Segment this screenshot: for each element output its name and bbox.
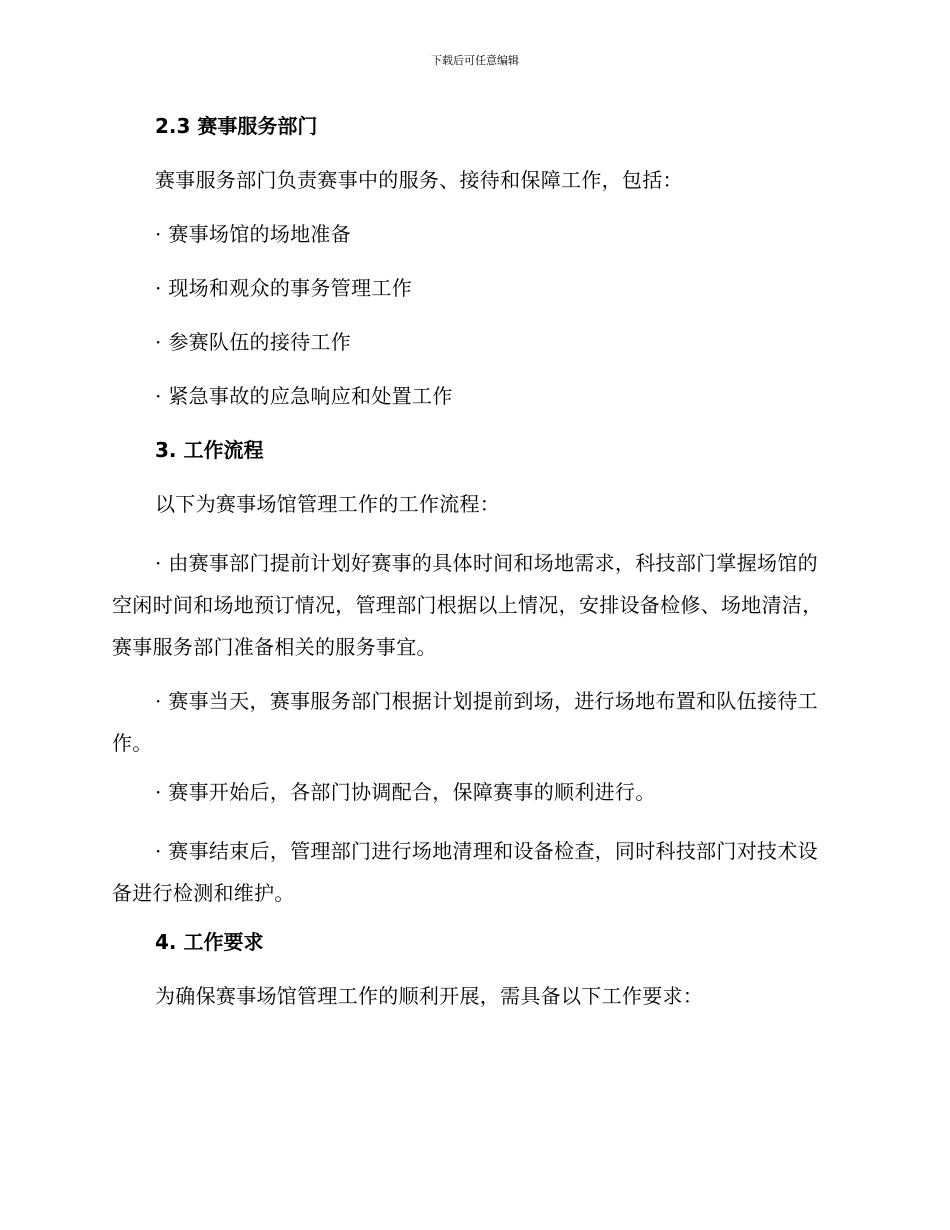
section-heading-3: 3. 工作流程 <box>155 438 264 462</box>
section-heading-2-3: 2.3 赛事服务部门 <box>155 114 318 138</box>
section-3-intro: 以下为赛事场馆管理工作的工作流程： <box>155 492 501 516</box>
section-4-intro: 为确保赛事场馆管理工作的顺利开展，需具备以下工作要求： <box>155 984 704 1008</box>
page-header: 下载后可任意编辑 <box>431 54 519 67</box>
list-item: · 赛事当天，赛事服务部门根据计划提前到场，进行场地布置和队伍接待工作。 <box>112 689 818 755</box>
list-item: · 紧急事故的应急响应和处置工作 <box>155 384 453 408</box>
document-body <box>112 110 830 1034</box>
section-heading-4: 4. 工作要求 <box>155 930 264 954</box>
list-item: · 现场和观众的事务管理工作 <box>155 276 412 300</box>
section-2-3-intro: 赛事服务部门负责赛事中的服务、接待和保障工作，包括： <box>155 168 683 192</box>
list-item: · 赛事开始后，各部门协调配合，保障赛事的顺利进行。 <box>155 780 656 804</box>
list-item: · 赛事场馆的场地准备 <box>155 222 352 246</box>
list-item: · 参赛队伍的接待工作 <box>155 330 352 354</box>
list-item: · 赛事结束后，管理部门进行场地清理和设备检查，同时科技部门对技术设备进行检测和维护。 <box>112 839 818 905</box>
list-item: · 由赛事部门提前计划好赛事的具体时间和场地需求，科技部门掌握场馆的空闲时间和场地预订情况，管理部门根据以上情况，安排设备检修、场地清洁，赛事服务部门准备相关的服务事宜。 <box>112 551 823 659</box>
